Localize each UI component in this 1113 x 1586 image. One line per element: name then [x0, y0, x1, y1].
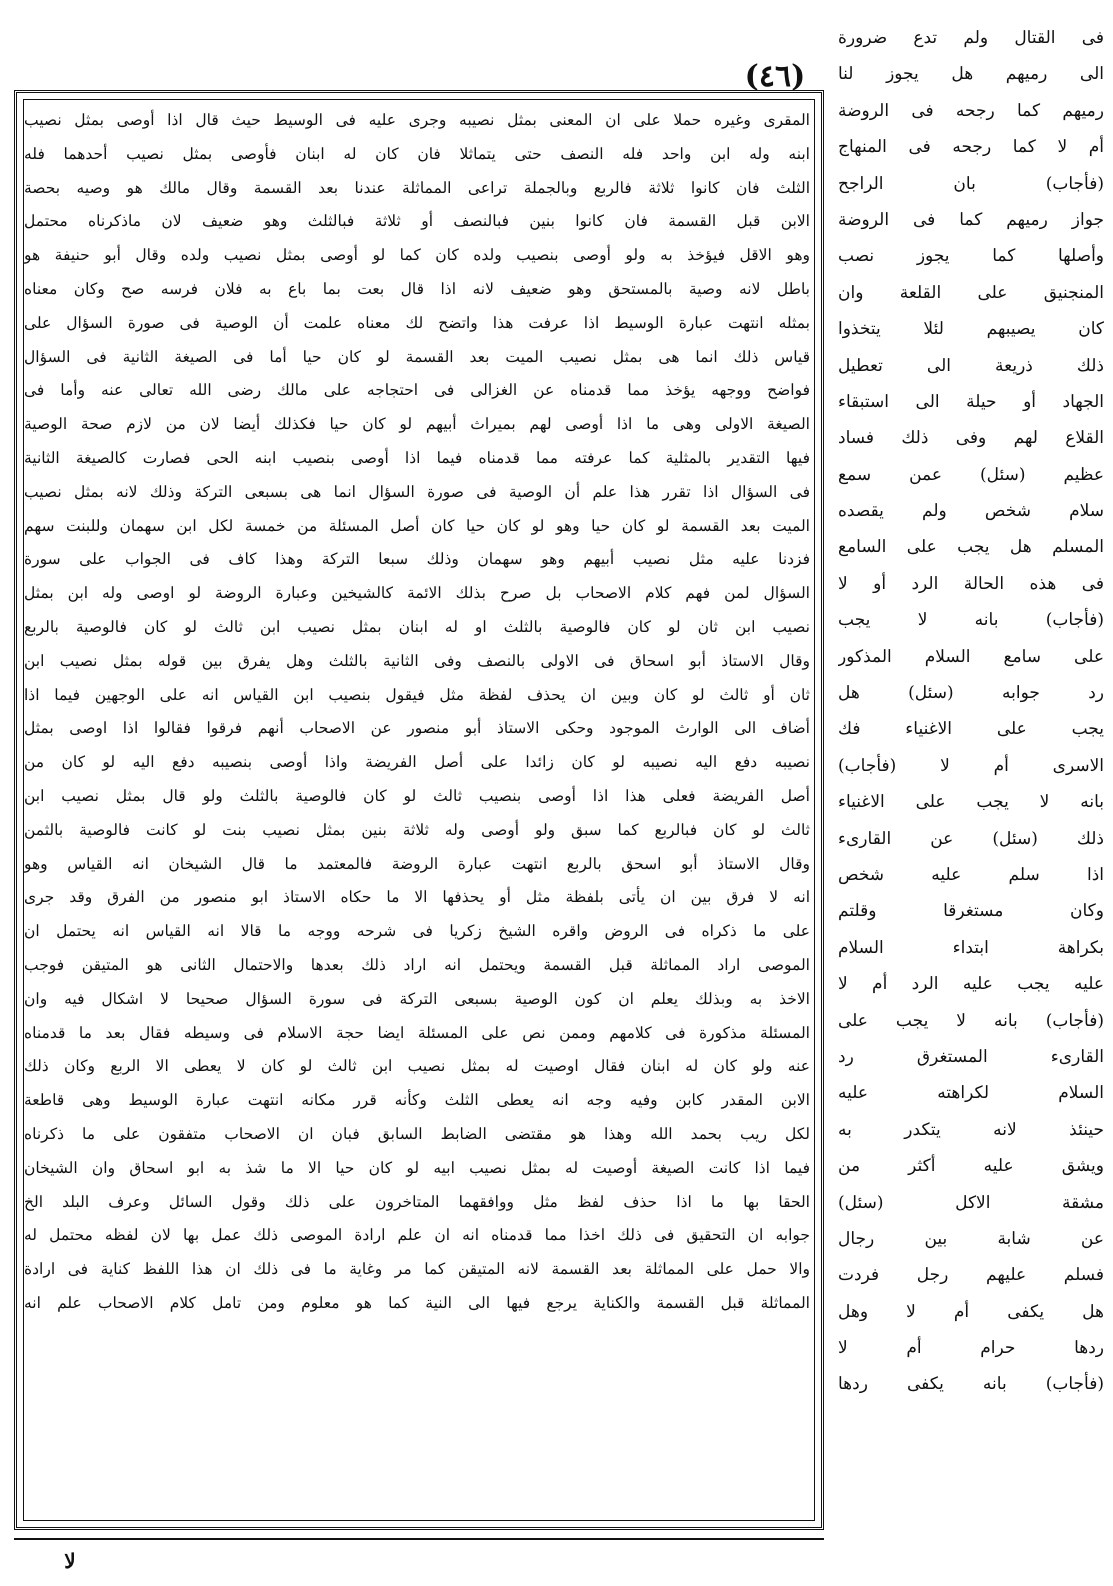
catchword: لا [64, 1549, 76, 1573]
margin-text-line: القارىء المستغرق رد [838, 1046, 1104, 1067]
main-text-line: المسئلة مذكورة فى كلامهم وممن نص على المسئلة ايضا حجة الاسلام فى وسيطه فقال بعد ما قدمناه [24, 1023, 810, 1042]
margin-text-line: وكان مستغرقا وقلتم [838, 901, 1104, 922]
margin-text-line: فى القتال ولم تدع ضرورة [838, 28, 1104, 48]
main-text-line: نصيب ابن ثان لو كان فالوصية بالثلث او له ابنان بمثل نصيب ابن ثالث لو كان فالوصية بالربع [24, 617, 810, 636]
main-text-line: المقرى وغيره حملا على ان المعنى بمثل نصيبه وجرى عليه فى الوسيط حيث قال اذا أوصى بمثل نصيب [24, 111, 810, 129]
main-text-line: انه لا فرق بين ان يأتى بلفظة مثل أو يحذفها الا ما حكاه الاستاذ ابو منصور من الفرق وقد جرى [24, 888, 810, 907]
margin-text-line: (فأجاب) بان الراجح [838, 173, 1104, 194]
margin-text-line: الجهاد أو حيلة الى استبقاء [838, 391, 1104, 412]
margin-text-line: كان يصيبهم لئلا يتخذوا [838, 319, 1104, 340]
main-text-line: فيما اذا كانت الصيغة أوصيت له بمثل نصيب ابيه لو كان حيا الا ما شذ به ابو اسحاق وان الشيخان [24, 1158, 810, 1177]
margin-text-line: اذا سلم عليه شخص [838, 864, 1104, 885]
main-text-line: على ما ذكراه فى الروض واقره الشيخ زكريا فى شرحه ووجه ما قالا انه القياس انه يحتمل ان [24, 922, 810, 941]
margin-text-line: (فأجاب) بانه لا يجب على [838, 1010, 1104, 1031]
main-text-line: ثان أو ثالث لو كان وبين ان يحذف لفظة مثل فيقول بنصيب ابن القياس انه على الوجهين فيما اذا [24, 685, 810, 704]
main-text-line: الابن قبل القسمة فان كانوا بنين فبالنصف أو ثلاثة فبالثلث وهو ضعيف لان ماذكرناه محتمل [24, 212, 810, 231]
main-text-line: السؤال لمن فهم كلام الاصحاب بل صرح بذلك الائمة كالشيخين وعبارة الروضة لو اوصى وله ابن بمثل [24, 584, 810, 603]
margin-text-line: هل يكفى أم لا وهل [838, 1301, 1104, 1322]
margin-text-line: أم لا كما رجحه فى المنهاج [838, 137, 1104, 158]
main-text-line: ابنه وله ابن واحد فله النصف حتى يتماثلا فان كان له ابنان فأوصى بمثل نصيب أحدهما فله [24, 144, 810, 163]
main-text-line: ثالث لو كان فبالربع كما سبق ولو أوصى وله ثلاثة بنين بمثل نصيب بنت لو كانت فالوصية بالثمن [24, 820, 810, 839]
main-text-line: فى السؤال اذا تقرر هذا علم أن الوصية فى صورة السؤال انما هى بسبعى التركة وذلك لانه بمثل نصيب [24, 482, 810, 501]
main-text-line: وقال الاستاذ أبو اسحاق فى الاولى بالنصف وفى الثانية بالثلث وهل يفرق بين قوله بمثل نصيب ابن [24, 651, 810, 670]
margin-text-line: عن شابة بين رجال [838, 1228, 1104, 1249]
margin-text-line: جواز رميهم كما فى الروضة [838, 209, 1104, 230]
margin-text-line: القلاع لهم وفى ذلك فساد [838, 428, 1104, 449]
main-text-line: فزدنا عليه مثل نصيب أبيهم وهو سهمان وذلك سبعا التركة وهذا كاف فى الجواب على سورة [24, 550, 810, 569]
margin-text-line: ويشق عليه أكثر من [838, 1156, 1104, 1177]
margin-text-line: ذلك ذريعة الى تعطيل [838, 355, 1104, 376]
margin-text-line: السلام لكراهته عليه [838, 1083, 1104, 1104]
main-text-line: وهو الاقل فيؤخذ به ولو أوصى بنصيب ولده كان كما لو أوصى بمثل نصيب ولده وقال أبو حنيفة هو [24, 246, 810, 265]
main-text-line: وقال الاستاذ أبو اسحق بالربع انتهت عبارة الروضة فالمعتمد ما قال الشيخان انه القياس وهو [24, 854, 810, 873]
margin-text-line: فسلم عليهم رجل فردت [838, 1265, 1104, 1286]
margin-text-line: الاسرى أم لا (فأجاب) [838, 755, 1104, 776]
margin-text-line: ذلك (سئل) عن القارىء [838, 828, 1104, 849]
margin-text-line: رد جوابه (سئل) هل [838, 683, 1104, 704]
main-text-line: أضاف الى الوارث الموجود وحكى الاستاذ أبو منصور عن الاصحاب أنهم فرقوا فقالوا اذا اوصى بمثل [24, 719, 810, 738]
margin-text-line: سلام شخص ولم يقصده [838, 501, 1104, 522]
margin-text-line: ردها حرام أم لا [838, 1338, 1104, 1359]
main-text-line: جوابه ان التحقيق فى ذلك اخذا مما قدمناه انه ان علم ارادة الموصى ذلك عمل بها لان لفظه محتمل له [24, 1226, 810, 1245]
margin-text-line: بكراهة ابتداء السلام [838, 937, 1104, 958]
main-text-line: الميت بعد القسمة لو كان حيا وهو لو كان حيا كان أصل المسئلة من خمسة لكل ابن سهمان وللبنت سهم [24, 516, 810, 535]
main-text-line: فواضح ووجهه يؤخذ مما قدمناه عن الغزالى فى احتجاجه على مالك رضى الله تعالى عنه وأما فى [24, 381, 810, 400]
margin-text-line: عظيم (سئل) عمن سمع [838, 464, 1104, 485]
margin-text-line: (فأجاب) بانه لا يجب [838, 610, 1104, 631]
margin-text-line: بانه لا يجب على الاغنياء [838, 792, 1104, 813]
main-text-line: فيها التقدير بالمثلية كما عرفته مما قدمناه فيما اذا أوصى بنصيب ابنه الحى فصارت كالصيغة الثانية [24, 448, 810, 467]
main-text-line: عنه ولو كان له ابنان فقال اوصيت له بمثل نصيب ابن ثالث لو كان لا يعطى الا الربع وكان ذلك [24, 1057, 810, 1076]
page-number: (٤٦) [744, 59, 806, 94]
margin-text-line: المنجنيق على القلعة وان [838, 282, 1104, 303]
margin-text-line: على سامع السلام المذكور [838, 646, 1104, 667]
margin-text-line: الى رميهم هل يجوز لنا [838, 64, 1104, 85]
margin-text-line: يجب على الاغنياء فك [838, 719, 1104, 740]
footer-rule [14, 1538, 824, 1540]
main-text-line: الابن المقدر كابن وفيه وجه انه يعطى الثلث وكأنه قرر مكانه انتهت عبارة الوسيط وهى قاطعة [24, 1091, 810, 1110]
main-text-line: لكل ريب بحمد الله وهذا هو مقتضى الضابط السابق فبان ان الاصحاب متفقون على ما ذكرناه [24, 1124, 810, 1143]
margin-text-line: رميهم كما رجحه فى الروضة [838, 100, 1104, 121]
main-text-line: قياس ذلك انما هى بمثل نصيب الميت بعد القسمة لو كان حيا أما فى الصيغة الثانية فى السؤال [24, 347, 810, 366]
main-text-line: والا حمل على المماثلة بعد القسمة لانه المتيقن كما مر وغاية ما فى ذلك ان هذا اللفظ كناية فى ارادة [24, 1260, 810, 1279]
main-text-line: نصيبه دفع اليه نصيبه لو كان زائدا على أصل الفريضة واذا أوصى بنصيبه دفع اليه لو كان من [24, 753, 810, 772]
margin-text-line: مشقة الاكل (سئل) [838, 1192, 1104, 1213]
main-text-line: الموصى اراد المماثلة قبل القسمة ويحتمل انه اراد ذلك بعدها والاحتمال الثانى هو المتيقن فوجب [24, 955, 810, 974]
main-text-line: الثلث فان كانوا ثلاثة فالربع وبالجملة تراعى المماثلة عندنا بعد القسمة وقال مالك هو وصيه بحصة [24, 178, 810, 197]
main-text-line: الحقا بها ما اذا حذف لفظ مثل ووافقهما المتاخرون على ذلك وقول السائل وعرف البلد الخ [24, 1192, 810, 1211]
main-text-line: المماثلة قبل القسمة والكناية يرجع فيها الى النية كما هو معلوم ومن تامل كلام الاصحاب علم انه [24, 1293, 810, 1312]
margin-text-line: فى هذه الحالة الرد أو لا [838, 573, 1104, 594]
margin-text-line: المسلم هل يجب على السامع [838, 537, 1104, 558]
main-text-line: بمثله انتهت عبارة الوسيط اذا عرفت هذا واتضح لك معناه علمت أن الوصية فى صورة السؤال على [24, 313, 810, 332]
main-text-line: الاخذ به وبذلك يعلم ان كون الوصية بسبعى التركة فى سورة السؤال صحيحا لا اشكال فيه وان [24, 989, 810, 1008]
main-text-line: الصيغة الاولى وهى ما اذا أوصى لهم بميراث أبيهم لو كان حيا فكذلك أيضا لان من لازم صحة الوصية [24, 415, 810, 434]
margin-text-line: (فأجاب) بانه يكفى ردها [838, 1374, 1104, 1395]
margin-text-line: عليه يجب عليه الرد أم لا [838, 974, 1104, 995]
main-text-line: باطل لانه وصية بالمستحق وهو ضعيف لانه اذا قال بعت بما باع به فلان فرسه صح وكان معناه [24, 279, 810, 298]
margin-text-line: وأصلها كما يجوز نصب [838, 246, 1104, 267]
margin-text-line: حينئذ لانه يتكدر به [838, 1119, 1104, 1140]
main-text-line: أصل الفريضة فعلى هذا اذا أوصى بنصيب ثالث لو كان فالوصية بالثلث ولو قال بمثل نصيب ابن [24, 786, 810, 805]
margin-commentary [838, 20, 1104, 1500]
main-text-body [24, 104, 810, 1524]
